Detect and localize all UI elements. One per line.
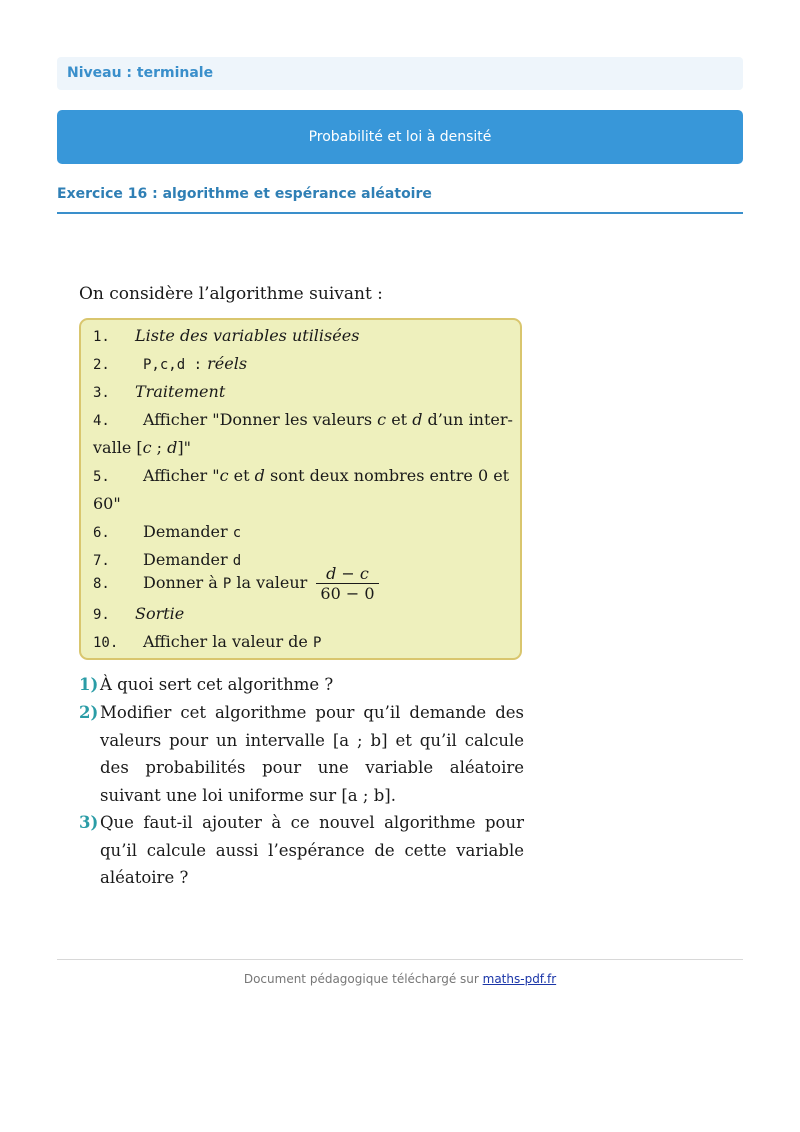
question-3: 3) Que faut-il ajouter à ce nouvel algorithme pour qu’il calcule aussi l’espérance de cette variable aléatoire ? bbox=[79, 813, 524, 887]
algorithm-line-3: 3. Traitement bbox=[93, 382, 226, 401]
level-label: Niveau : terminale bbox=[57, 57, 743, 90]
algorithm-line-2: 2. P,c,d : réels bbox=[93, 354, 248, 373]
footer bbox=[57, 972, 743, 986]
topic-banner: Probabilité et loi à densité bbox=[57, 110, 743, 164]
algorithm-line-4: 4. Afficher "Donner les valeurs c et d d’un inter- bbox=[93, 410, 513, 429]
algorithm-line-5-continued: 60" bbox=[93, 494, 121, 513]
footer-link[interactable]: maths-pdf.fr bbox=[482, 972, 557, 986]
algorithm-line-7: 7. Demander d bbox=[93, 550, 242, 569]
algorithm-line-1: 1. Liste des variables utilisées bbox=[93, 326, 360, 345]
algorithm-line-10: 10. Afficher la valeur de P bbox=[93, 632, 322, 651]
algorithm-line-6: 6. Demander c bbox=[93, 522, 242, 541]
algorithm-line-4-continued: valle [c ; d]" bbox=[93, 438, 191, 457]
algorithm-line-8: 8. Donner à P la valeur $\frac{d - c}{60 - 0}$ bbox=[93, 564, 379, 603]
footer-divider bbox=[57, 959, 743, 960]
fraction-formula: $\frac{d - c}{60 - 0}$ bbox=[316, 564, 378, 603]
algorithm-box bbox=[79, 318, 522, 660]
footer-text: Document pédagogique téléchargé sur bbox=[243, 972, 483, 986]
algorithm-line-9: 9. Sortie bbox=[93, 604, 185, 623]
exercise-intro: On considère l’algorithme suivant : bbox=[79, 284, 383, 304]
exercise-title: Exercice 16 : algorithme et espérance aléatoire bbox=[57, 186, 743, 214]
question-2: 2) Modifier cet algorithme pour qu’il demande des valeurs pour un intervalle [a ; b] et qu’il calcule des probabilités pour une variable aléatoire suivant une loi uniforme sur [a ; b]. bbox=[79, 703, 524, 805]
algorithm-line-5: 5. Afficher "c et d sont deux nombres entre 0 et bbox=[93, 466, 510, 485]
question-1: 1) À quoi sert cet algorithme ? bbox=[79, 675, 334, 694]
